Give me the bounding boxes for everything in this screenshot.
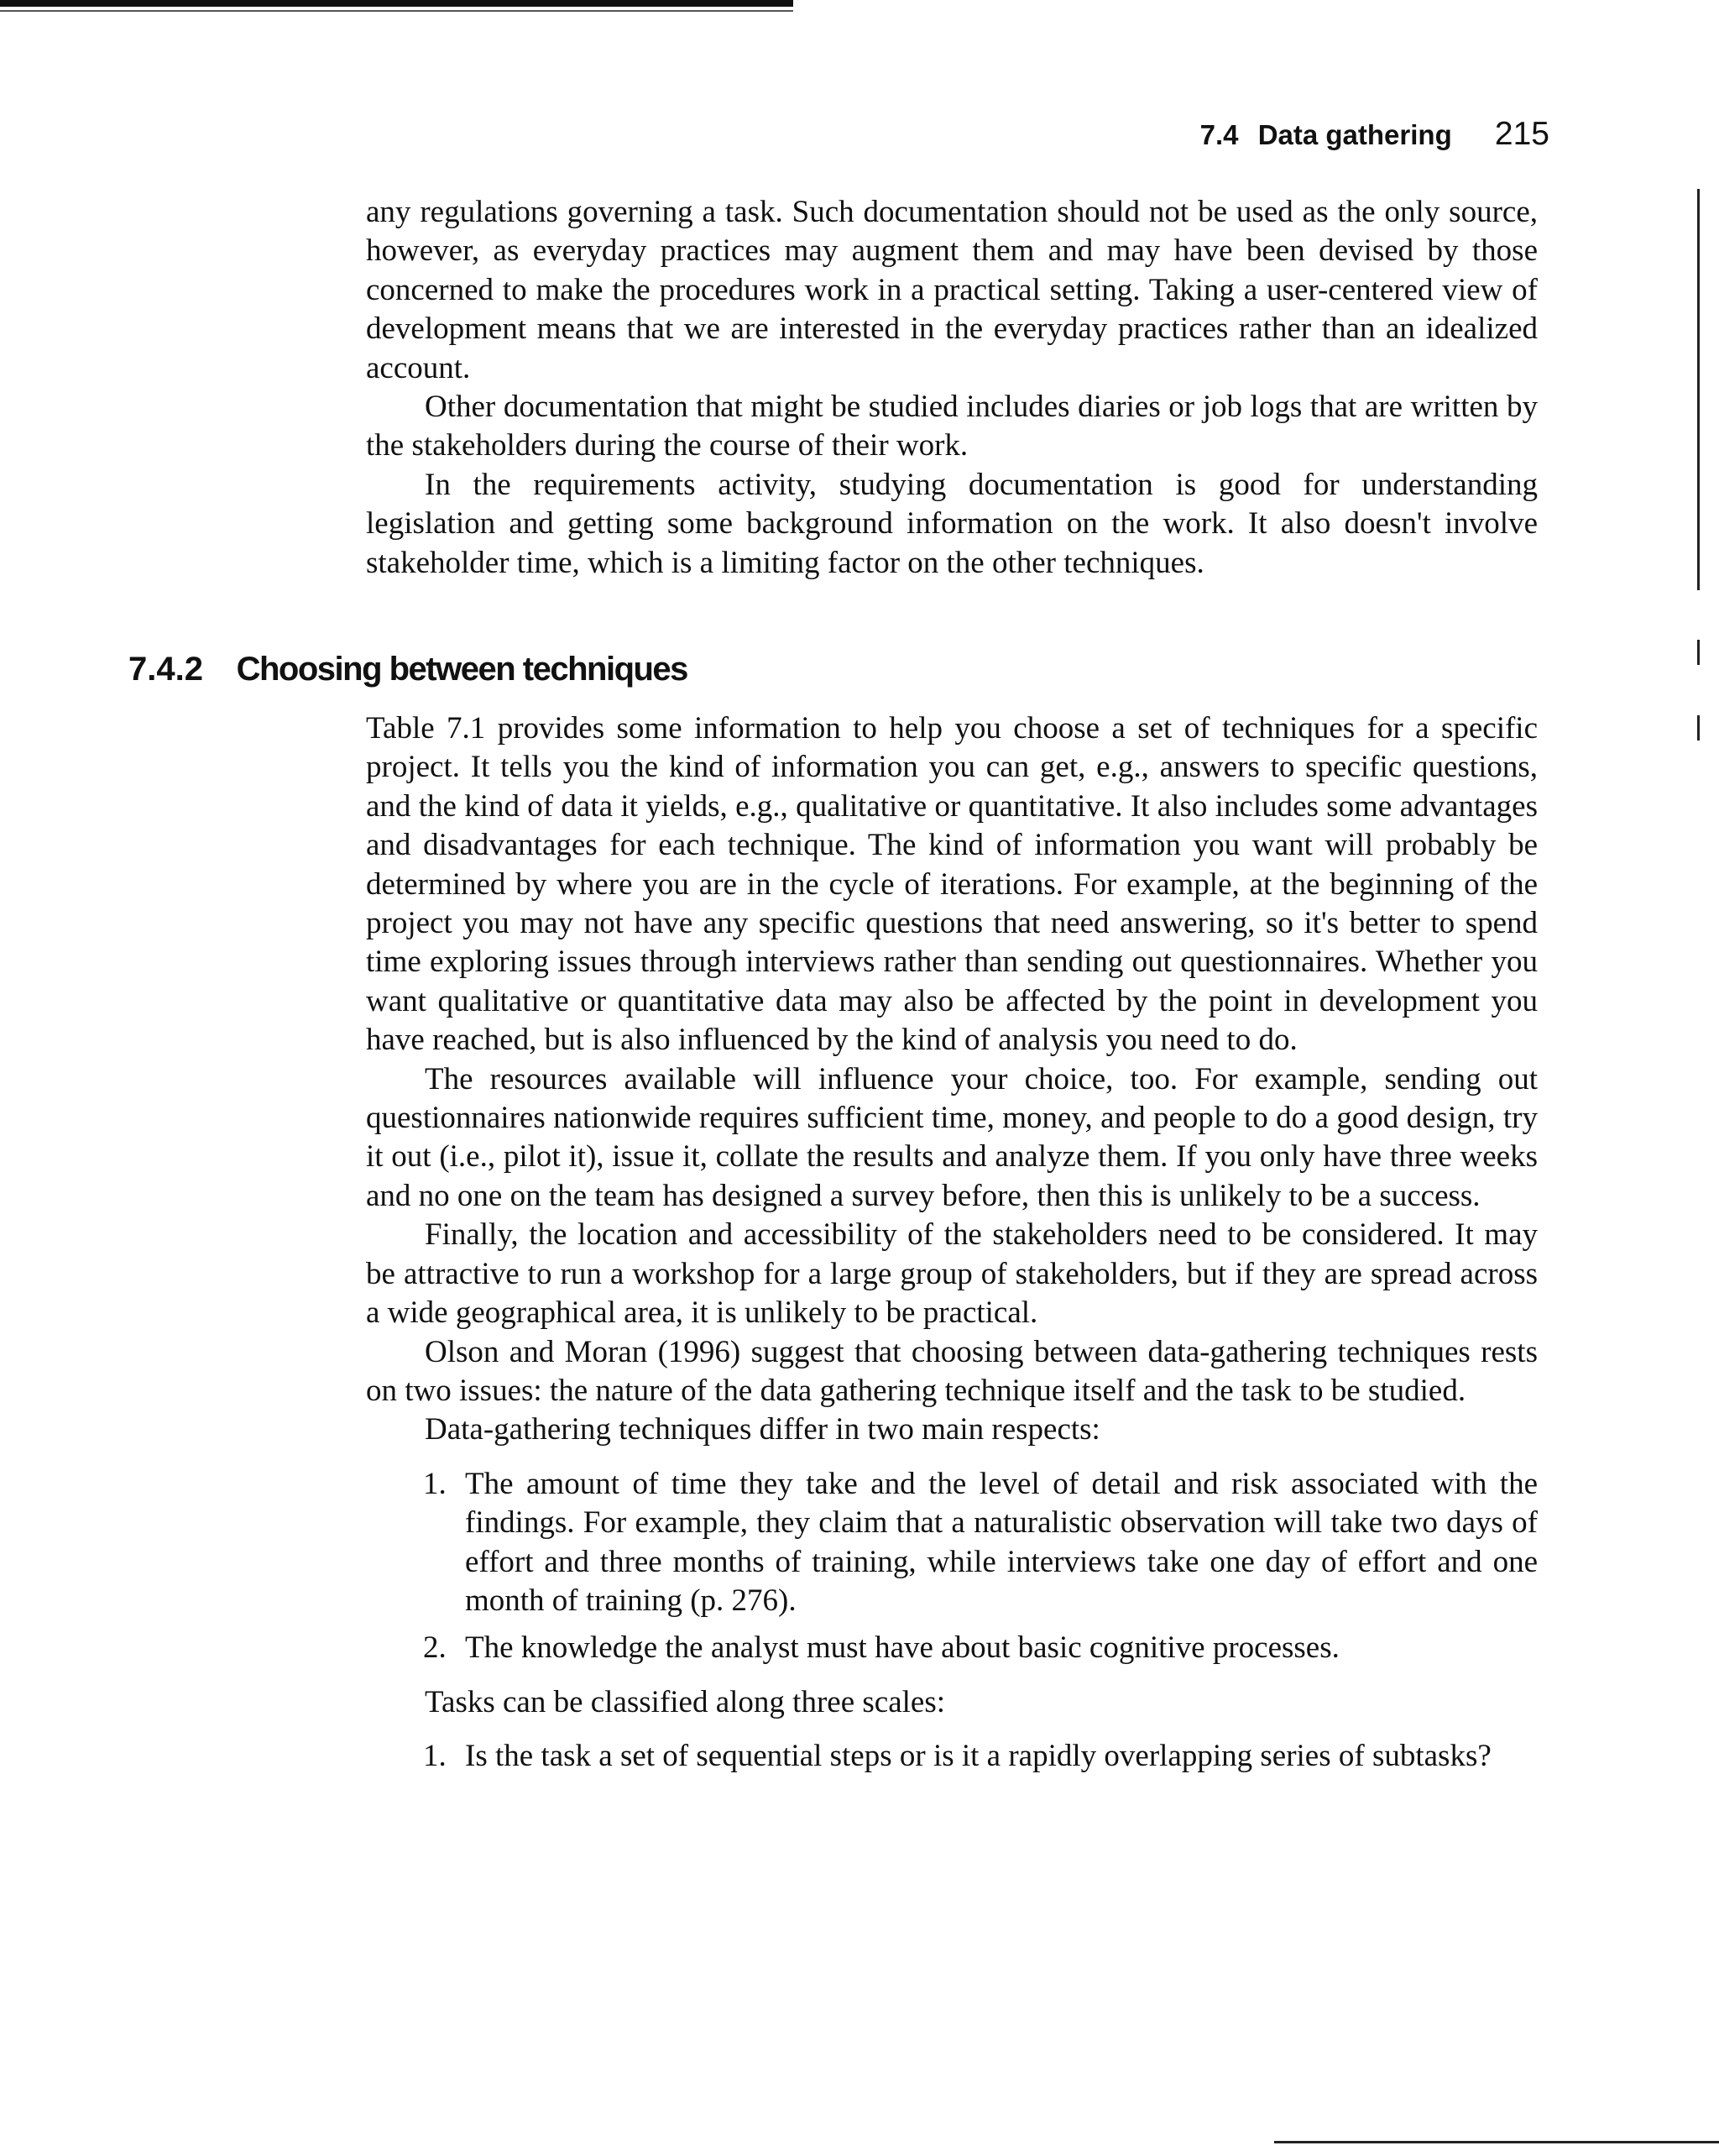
section-body [366,709,1538,1777]
paragraph: any regulations governing a task. Such documentation should not be used as the only source, however, as everyday practices may augment them and may have been devised by those concerned to make the procedures work in a practical setting. Taking a user-centered view of development means that we are interested in the everyday practices rather than an idealized account. [366,195,1538,385]
running-head-section-number: 7.4 [1199,119,1239,150]
paragraph: Olson and Moran (1996) suggest that choosing between data-gathering techniques rests on two issues: the nature of the data gathering technique itself and the task to be studied. [366,1334,1538,1408]
paragraph: Tasks can be classified along three scales: [425,1684,946,1719]
margin-change-bar [1697,640,1700,665]
list-item [366,1629,1538,1667]
list-item [366,1465,1538,1621]
paragraph: Other documentation that might be studied includes diaries or job logs that are written by the stakeholders during the course of their work. [366,390,1538,463]
list-item-text: The knowledge the analyst must have about basic cognitive processes. [465,1630,1340,1666]
paragraph: Finally, the location and accessibility of the stakeholders need to be considered. It may be attractive to run a workshop for a large group of stakeholders, but if they are spread across a wide geographical area, it is unlikely to be practical. [366,1217,1538,1331]
top-rule-thin [0,10,793,12]
bottom-rule [1274,2141,1719,2143]
techniques-list [366,1465,1538,1668]
margin-change-bar [1697,189,1700,590]
running-head-title: Data gathering [1257,119,1452,150]
list-item-number: 1. [423,1739,447,1774]
list-item-number: 2. [423,1630,447,1666]
top-text-block [366,193,1538,583]
section-title: Choosing between techniques [236,651,687,688]
top-rule [0,0,793,7]
paragraph: Table 7.1 provides some information to help you choose a set of techniques for a specific project. It tells you the kind of information you can get, e.g., answers to specific questions, and the kind of data it yields, e.g., qualitative or quantitative. It also includes some advantages and disadvantages for each technique. The kind of information you want will probably be determined by where you are in the cycle of iterations. For example, at the beginning of the project you may not have any specific questions that need answering, so it's better to spend time exploring issues through interviews rather than sending out questionnaires. Whether you want qualitative or quantitative data may also be affected by the point in development you have reached, but is also influenced by the kind of analysis you need to do. [366,711,1538,1058]
tasks-list [366,1737,1538,1776]
margin-change-bar [1697,715,1700,740]
list-item-text: The amount of time they take and the level of detail and risk associated with the findings. For example, they claim that a naturalistic observation will take two days of effort and three months of training, while interviews take one day of effort and one month of training (p. 276). [465,1466,1538,1618]
section-number: 7.4.2 [128,651,203,688]
list-item-text: Is the task a set of sequential steps or is it a rapidly overlapping series of subtasks? [465,1739,1492,1774]
page-number: 215 [1494,116,1549,152]
running-head [1200,116,1549,153]
paragraph: Data-gathering techniques differ in two main respects: [425,1412,1100,1447]
paragraph: In the requirements activity, studying documentation is good for understanding legislation and getting some background information on the work. It also doesn't involve stakeholder time, which is a limiting factor on the other techniques. [366,467,1538,580]
list-item-number: 1. [423,1466,447,1501]
section-heading [128,651,687,688]
paragraph: The resources available will influence your choice, too. For example, sending out questionnaires nationwide requires sufficient time, money, and people to do a good design, try it out (i.e., pilot it), issue it, collate the results and analyze them. If you only have three weeks and no one on the team has designed a survey before, then this is unlikely to be a success. [366,1061,1538,1213]
list-item [366,1737,1538,1776]
